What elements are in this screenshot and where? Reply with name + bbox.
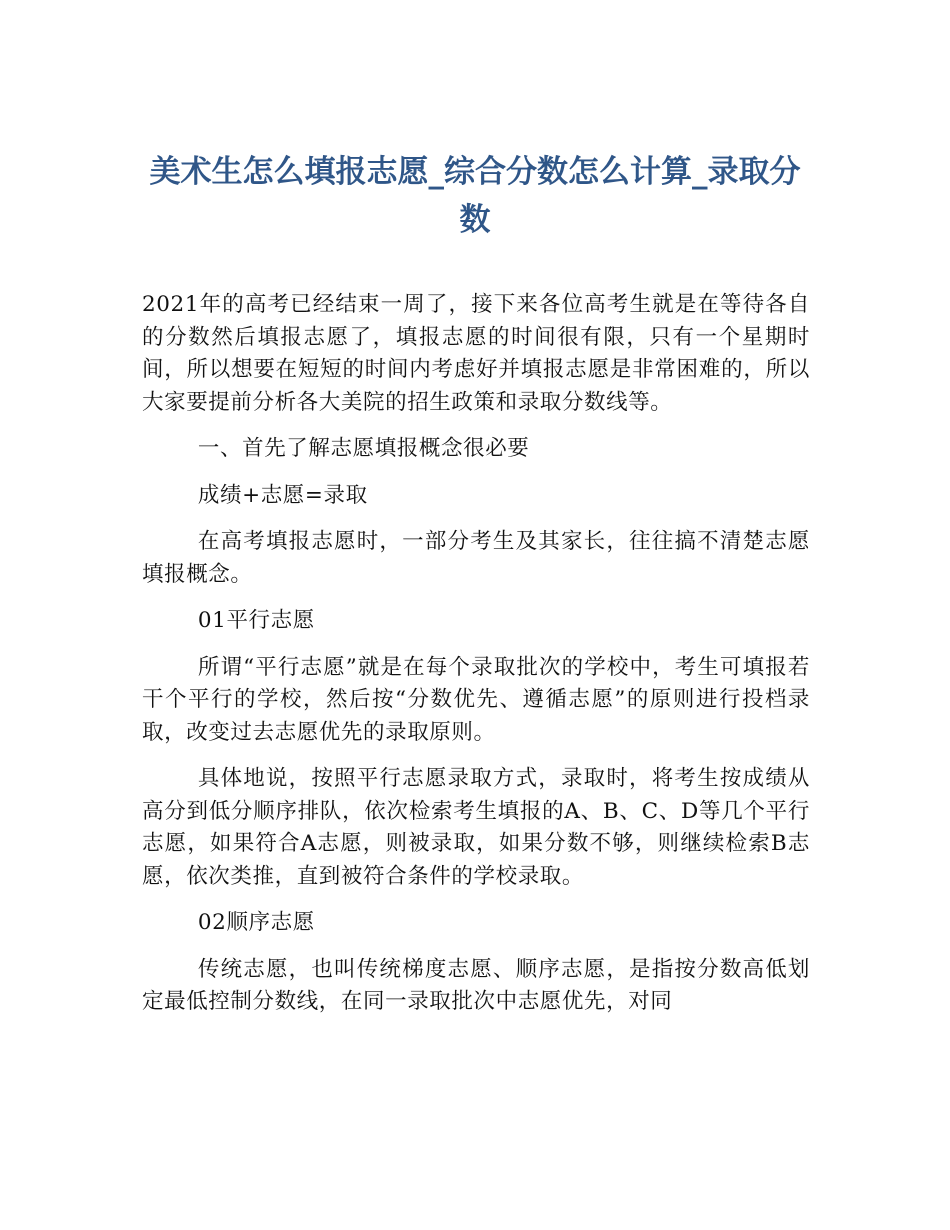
paragraph-confusion: 在高考填报志愿时，一部分考生及其家长，往往搞不清楚志愿填报概念。 <box>142 529 810 587</box>
paragraph-parallel-detail: 具体地说，按照平行志愿录取方式，录取时，将考生按成绩从高分到低分顺序排队，依次检索考生填报的A、B、C、D等几个平行志愿，如果符合A志愿，则被录取，如果分数不够，则继续检索B志愿，依次类推，直到被符合条件的学校录取。 <box>142 766 810 889</box>
document-title: 美术生怎么填报志愿_综合分数怎么计算_录取分数 <box>149 154 801 238</box>
subheading-parallel: 01平行志愿 <box>197 608 315 633</box>
section-heading-concept: 一、首先了解志愿填报概念很必要 <box>197 436 530 461</box>
paragraph-intro: 2021年的高考已经结束一周了，接下来各位高考生就是在等待各自的分数然后填报志愿了，填报志愿的时间很有限，只有一个星期时间，所以想要在短短的时间内考虑好并填报志愿是非常困难的，所以大家要提前分析各大美院的招生政策和录取分数线等。 <box>142 292 810 415</box>
subheading-sequential: 02顺序志愿 <box>197 910 315 935</box>
document-body <box>142 289 810 1033</box>
paragraph-sequential: 传统志愿，也叫传统梯度志愿、顺序志愿，是指按分数高低划定最低控制分数线，在同一录取批次中志愿优先，对同 <box>142 956 810 1014</box>
formula-line: 成绩+志愿=录取 <box>197 482 368 508</box>
paragraph-parallel-definition: 所谓“平行志愿”就是在每个录取批次的学校中，考生可填报若干个平行的学校，然后按“分数优先、遵循志愿”的原则进行投档录取，改变过去志愿优先的录取原则。 <box>142 654 810 745</box>
